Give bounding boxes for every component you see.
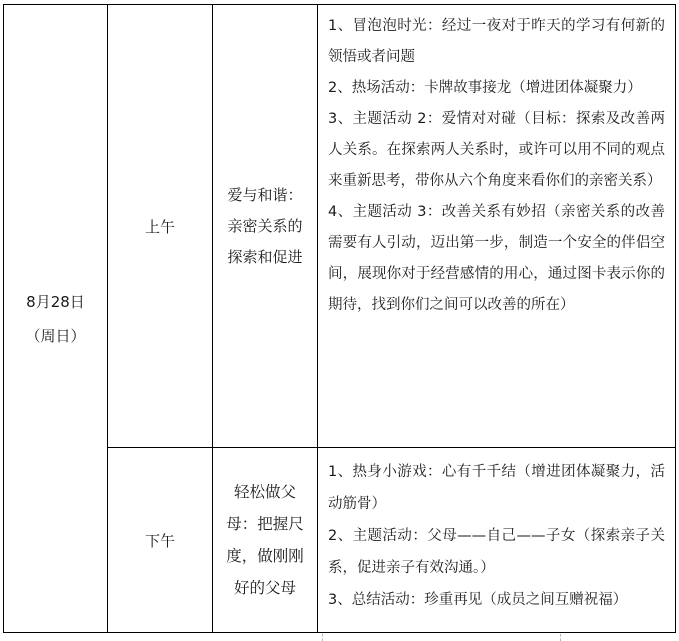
morning-activities-cell <box>317 4 676 448</box>
afternoon-theme-line: 好的父母 <box>233 579 296 597</box>
morning-period-label: 上午 <box>144 217 175 236</box>
afternoon-theme <box>218 476 312 604</box>
afternoon-activities-cell <box>317 447 676 633</box>
morning-theme <box>221 180 308 273</box>
afternoon-period-cell <box>107 447 213 633</box>
afternoon-theme-line: 度，做刚刚 <box>226 547 304 565</box>
activity-item: 1、热身小游戏：心有千千结（增进团体凝聚力，活动筋骨） <box>328 464 665 512</box>
morning-theme-cell <box>212 4 318 448</box>
activity-item: 3、总结活动：珍重再见（成员之间互赠祝福） <box>328 592 628 608</box>
date-cell <box>3 4 108 633</box>
afternoon-theme-line: 母：把握尺 <box>226 515 304 533</box>
morning-period-cell <box>107 4 213 448</box>
morning-theme-line: 爱与和谐： <box>227 185 303 204</box>
afternoon-theme-line: 轻松做父 <box>233 483 296 501</box>
weekday-label: （周日） <box>25 326 86 345</box>
date-label: 8月28日 <box>26 292 85 311</box>
page-guide-mark <box>560 634 561 641</box>
page-guide-mark <box>322 634 323 641</box>
afternoon-period-label: 下午 <box>144 531 175 550</box>
activity-item: 1、冒泡泡时光：经过一夜对于昨天的学习有何新的领悟或者问题 <box>328 18 665 65</box>
date-block <box>25 285 85 353</box>
activity-item: 4、主题活动 3：改善关系有妙招（亲密关系的改善需要有人引动，迈出第一步，制造一个安全的伴侣空间，展现你对于经营感情的用心，通过图卡表示你的期待，找到你们之间可以改善的所在） <box>328 204 665 313</box>
activity-item: 3、主题活动 2：爱情对对碰（目标：探索及改善两人关系。在探索两人关系时，或许可以用不同的观点来重新思考，带你从六个角度来看你们的亲密关系） <box>328 111 665 189</box>
morning-theme-line: 亲密关系的 <box>227 216 303 235</box>
activity-item: 2、热场活动：卡牌故事接龙（增进团体凝聚力） <box>328 80 642 96</box>
activity-item: 2、主题活动：父母——自己——子女（探索亲子关系，促进亲子有效沟通。） <box>328 528 665 576</box>
afternoon-theme-cell <box>212 447 318 633</box>
morning-theme-line: 探索和促进 <box>227 247 303 266</box>
